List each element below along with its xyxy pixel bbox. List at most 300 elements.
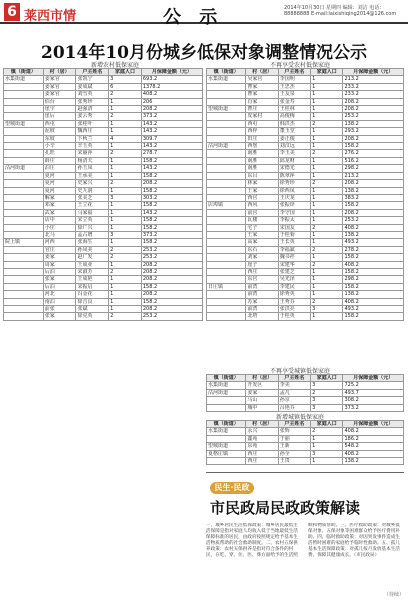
table-cell: 李美 [278,382,310,389]
table-cell: 刘汉远 [278,143,310,150]
table-header-row [207,69,404,76]
table-row [4,291,203,298]
table-cell: 马山 [246,397,278,404]
table-cell: 北马 [43,231,76,238]
table-cell [207,98,246,105]
page-header [0,0,408,28]
table-row [4,313,203,320]
table-cell: 1 [109,172,142,179]
table-cell: 姜家 [246,389,278,396]
table-cell: 3 [311,382,343,389]
table-cell: 苏家 [246,298,278,305]
table-cell [4,224,44,231]
column-header: 家庭人口 [109,69,142,76]
column-header: 镇（街道） [207,421,246,428]
table-cell: 王新 [278,443,310,450]
table-cell [4,276,44,283]
table-cell: 张斌 [76,306,109,313]
table-cell: 宋国友 [278,224,310,231]
table-cell [4,91,44,98]
table-cell: 1 [109,165,142,172]
table-cell: 前湾 [246,291,278,298]
table-cell: 373.2 [141,231,202,238]
table-cell: 水集街道 [207,382,246,389]
left-table-subtitle: 新增农村低保家庭 [90,62,139,69]
table-cell: 孟占增 [76,231,109,238]
table-row [207,298,404,305]
table-cell: 孙全 [278,450,310,457]
table-cell [4,306,44,313]
table-cell: 1 [311,172,343,179]
table-cell: 曹家 [246,91,278,98]
table-cell: 水集街道 [4,76,44,83]
table-cell: 永兴 [246,428,278,435]
table-cell: 1 [311,128,343,135]
table-cell: 3 [109,76,142,83]
table-cell: 1378.2 [141,83,202,90]
table-cell: 孙玉凤 [76,165,109,172]
table-cell: 278.2 [343,246,404,253]
table-row [4,202,203,209]
table-row [4,113,203,120]
article-title: 市民政局民政政策解读 [210,499,361,517]
table-cell: 1 [311,291,343,298]
table-cell: 薛庄 [43,157,76,164]
table-cell [207,224,246,231]
column-header: 村（居） [246,421,278,428]
column-header: 月保障金额（元） [343,421,404,428]
table-cell [4,254,44,261]
table-cell: 1 [311,443,343,450]
table-cell: 408.2 [141,91,202,98]
table-cell: 肖家 [246,98,278,105]
table-cell: 夏河 [43,172,76,179]
table-cell: 253.2 [343,113,404,120]
table-row [207,382,404,389]
table-cell [4,268,44,275]
table-cell: 王贵 [278,458,310,465]
table-cell: 383.2 [343,194,404,201]
column-header: 户主姓名 [76,69,109,76]
table-cell: 2 [311,428,343,435]
table-cell: 张振铎 [278,202,310,209]
table-cell: 吕艳芬 [278,404,310,411]
table-cell: 李国明 [278,76,310,83]
table-cell: 武家 [43,209,76,216]
table-cell: 158.2 [141,187,202,194]
table-cell: 姜家官 [43,76,76,83]
to-be-continued: （待续） [383,592,404,598]
table-cell: 宋建华 [278,261,310,268]
removed-rural-table [206,68,404,321]
table-cell: 望城街道 [4,120,44,127]
column-header: 户主姓名 [278,69,310,76]
table-cell: 张辉 [278,428,310,435]
table-cell: 1 [311,143,343,150]
table-cell: 王家 [246,187,278,194]
table-cell: 张建芝 [278,268,310,275]
table-cell: 1 [311,98,343,105]
table-cell: 2 [109,91,142,98]
table-cell: 158.2 [343,202,404,209]
table-cell: 408.2 [343,224,404,231]
table-cell: 276.2 [343,150,404,157]
table-cell: 1 [109,209,142,216]
table-cell: 冯金花 [76,291,109,298]
table-cell [207,246,246,253]
removed-urban-table [206,374,404,412]
table-cell: 1 [311,276,343,283]
table-cell: 309.7 [141,135,202,142]
table-row [207,180,404,187]
table-cell [207,217,246,224]
table-cell: 李建民 [278,283,310,290]
table-cell: 王秀芬 [278,298,310,305]
table-cell [4,83,44,90]
table-cell [207,187,246,194]
table-cell: 李玉美 [278,150,310,157]
table-cell: 138.2 [343,291,404,298]
table-cell: 沽河街道 [207,143,246,150]
table-row [4,165,203,172]
table-cell: 1 [109,276,142,283]
table-cell: 王成艳 [76,276,109,283]
table-cell [4,187,44,194]
table-cell: 208.2 [343,98,404,105]
table-cell: 253.2 [141,313,202,320]
table-cell [4,180,44,187]
table-cell: 吴家官 [246,76,278,83]
table-cell: 前湾 [246,306,278,313]
table-cell: 143.2 [141,209,202,216]
table-cell: 刘家 [246,254,278,261]
column-header: 村（居） [246,69,278,76]
table-row [207,291,404,298]
table-cell: 1 [311,435,343,442]
table-cell: 278.7 [141,150,202,157]
table-cell [207,268,246,275]
article-body: 一、城乡居民生活低保政策：城乡居民最低生活保障是指对家庭人均收入低于当地最低生活保障标准的居民，由政府按照规定给予基本生活物质帮助的社会救助制度。二、农村五保供养政策：农村五保供养是指对符合条件的村民，在吃、穿、住、医、葬方面给予的生活照顾和物质帮助。三、医疗救助政策：对城乡低保对象、五保对象等困难群众给予医疗费用补助。四、临时救助政策：对因突发事件造成生活暂时困难的家庭给予临时性救助。五、孤儿基本生活保障政策：对孤儿按月发放基本生活费，保障其健康成长。（市民政局） [206,523,400,558]
new-urban-table [206,420,404,465]
table-row [4,268,203,275]
table-row [207,246,404,253]
table-cell: 1 [311,458,343,465]
right-sub2: 新增城镇低保家庭 [275,414,324,421]
column-header: 镇（街道） [207,375,246,382]
table-row [207,261,404,268]
table-cell: 3 [311,397,343,404]
table-cell: 2 [311,261,343,268]
table-cell: 408.2 [343,298,404,305]
table-cell: 解家 [43,194,76,201]
table-cell: 张家 [43,276,76,283]
table-cell: 西梓 [246,128,278,135]
section-title: 莱西市情 [24,9,77,24]
table-cell [207,313,246,320]
table-cell: 曹庄 [246,106,278,113]
table-cell: 张家 [43,313,76,320]
table-cell: 姜云秀 [76,113,109,120]
table-cell: 208.2 [141,291,202,298]
table-row [4,83,203,90]
table-cell: 1 [109,202,142,209]
table-cell: 城中 [246,404,278,411]
table-cell: 河北 [43,291,76,298]
table-cell: 2 [311,389,343,396]
table-cell: 548.2 [343,443,404,450]
table-cell: 1 [311,209,343,216]
table-cell: 魏西庄 [76,128,109,135]
table-cell: 马家福 [76,209,109,216]
table-cell: 493.7 [343,389,404,396]
table-cell: 孔旺 [43,150,76,157]
table-cell [4,246,44,253]
table-cell: 2 [109,268,142,275]
column-title: 公 示 [163,7,224,28]
table-cell: 张秀珍 [76,98,109,105]
table-cell [4,194,44,201]
table-row [4,135,203,142]
table-cell: 吴光泽 [278,276,310,283]
table-row [4,157,203,164]
table-cell: 1 [109,217,142,224]
table-cell [207,291,246,298]
divider [206,472,404,473]
table-cell: 3 [311,306,343,313]
table-cell [207,128,246,135]
table-cell: 小辛 [43,143,76,150]
table-cell: 308.2 [343,397,404,404]
table-cell [207,180,246,187]
table-row [4,239,203,246]
table-cell [4,106,44,113]
table-cell: 孙京 [278,397,310,404]
table-cell: 1 [311,106,343,113]
table-row [4,143,203,150]
table-cell: 408.2 [343,450,404,457]
table-cell: 208.2 [141,180,202,187]
table-cell: 493.2 [343,306,404,313]
table-cell: 王成业 [76,261,109,268]
table-cell [207,306,246,313]
table-cell [207,239,246,246]
table-cell: 1 [109,98,142,105]
table-cell: 2 [311,180,343,187]
table-cell [4,283,44,290]
table-cell [4,157,44,164]
table-cell: 2 [311,120,343,127]
column-header: 户主姓名 [278,421,310,428]
table-row [4,187,203,194]
table-cell: 东官 [246,276,278,283]
table-cell [4,128,44,135]
table-cell: 208.2 [343,209,404,216]
table-cell: 王承美 [76,172,109,179]
column-header: 镇（街道） [207,69,246,76]
table-cell: 陈翠萍 [278,172,310,179]
table-row [207,187,404,194]
table-cell [4,298,44,305]
table-cell: 王友泉 [278,91,310,98]
table-cell: 2 [311,224,343,231]
table-cell: 张桂叶 [76,120,109,127]
table-cell: 158.2 [343,283,404,290]
table-cell: 夏格庄镇 [207,450,246,457]
table-cell: 693.2 [141,76,202,83]
table-cell: 徐西凤 [278,187,310,194]
table-cell: 张凯宁 [76,76,109,83]
table-cell: 皮家村 [246,113,278,120]
table-cell [4,143,44,150]
table-cell: 崖子 [246,261,278,268]
table-row [207,404,404,411]
table-cell: 253.2 [141,254,202,261]
table-cell: 1 [109,261,142,268]
table-cell: 143.2 [141,128,202,135]
table-cell [207,276,246,283]
table-row [4,224,203,231]
table-cell: 1 [311,194,343,201]
table-row [4,194,203,201]
table-cell: 206 [141,98,202,105]
table-row [4,180,203,187]
table-cell: 高家 [246,239,278,246]
table-cell: 董玉堂 [278,128,310,135]
table-row [207,113,404,120]
table-cell: 西屯 [246,120,278,127]
table-cell: 瓦楼 [246,217,278,224]
table-cell: 张金寿 [278,98,310,105]
table-cell: 于桂菊 [278,231,310,238]
table-cell: 1 [311,157,343,164]
table-cell [207,194,246,201]
table-cell: 前官 [246,209,278,216]
table-cell: 东石 [246,246,278,253]
table-cell [207,209,246,216]
table-cell: 西堡 [246,143,278,150]
table-cell: 143.2 [141,165,202,172]
table-cell: 张洪亮 [278,306,310,313]
table-cell: 233.2 [343,91,404,98]
table-cell: 158.2 [141,283,202,290]
table-cell: 东吕 [246,172,278,179]
table-row [4,261,203,268]
table-cell: 2 [109,254,142,261]
table-cell: 1 [311,187,343,194]
table-row [4,298,203,305]
table-row [4,172,203,179]
table-cell: 208.2 [141,268,202,275]
table-cell: 158.2 [141,157,202,164]
table-cell: 1 [311,83,343,90]
table-cell: 2 [109,313,142,320]
table-cell: 138.2 [343,187,404,194]
table-cell: 233.2 [343,83,404,90]
table-cell: 西屯 [43,120,76,127]
table-cell: 158.2 [141,224,202,231]
table-cell: 邓家 [43,202,76,209]
table-row [4,106,203,113]
table-cell [207,157,246,164]
column-header: 月保障金额（元） [343,375,404,382]
table-cell: 孟凡 [278,389,310,396]
table-cell: 6 [109,83,142,90]
table-cell: 王家 [246,231,278,238]
table-row [207,276,404,283]
table-cell: 小庄 [43,224,76,231]
table-row [207,268,404,275]
table-cell: 158.2 [141,298,202,305]
table-cell: 253.2 [141,246,202,253]
table-cell: 于丽 [278,435,310,442]
table-cell: 2 [109,113,142,120]
table-row [207,306,404,313]
table-header-row [207,421,404,428]
table-row [4,283,203,290]
table-cell: 493.2 [343,239,404,246]
table-cell [207,435,246,442]
table-cell: 298.2 [343,165,404,172]
table-cell: 2 [311,246,343,253]
table-cell: 泊庄 [43,165,76,172]
table-cell: 3 [109,231,142,238]
table-cell: 徐克英 [76,313,109,320]
table-row [207,254,404,261]
table-cell: 158.2 [141,239,202,246]
table-cell: 崖后 [43,113,76,120]
table-cell: 南胜 [246,165,278,172]
table-cell [4,209,44,216]
table-cell: 东坡 [43,135,76,142]
table-header-row [207,375,404,382]
table-row [207,202,404,209]
table-cell: 725.2 [343,382,404,389]
table-row [4,217,203,224]
table-cell [4,135,44,142]
table-cell: 姜正俊 [278,135,310,142]
table-cell: 佰台 [43,98,76,105]
table-cell: 宋立英 [76,217,109,224]
table-row [207,435,404,442]
table-row [4,209,203,216]
table-cell: 3 [109,194,142,201]
table-cell: 1 [311,135,343,142]
table-cell: 前湾 [246,283,278,290]
column-header: 家庭人口 [311,69,343,76]
table-cell: 史九润 [76,187,109,194]
table-cell [207,298,246,305]
table-cell [207,261,246,268]
table-cell [4,261,44,268]
table-cell [207,91,246,98]
column-header: 家庭人口 [311,421,343,428]
column-header: 月保障金额（元） [141,69,202,76]
table-cell: 3 [311,404,343,411]
table-cell [207,150,246,157]
table-cell: 店中 [43,217,76,224]
table-cell [4,313,44,320]
table-cell: 官庄 [43,246,76,253]
table-cell: 208.2 [141,106,202,113]
table-cell: 1 [109,143,142,150]
table-cell [4,150,44,157]
table-row [207,157,404,164]
table-row [4,76,203,83]
table-cell: 泥坡 [43,128,76,135]
table-cell [207,231,246,238]
table-row [4,306,203,313]
table-cell: 186.2 [343,435,404,442]
